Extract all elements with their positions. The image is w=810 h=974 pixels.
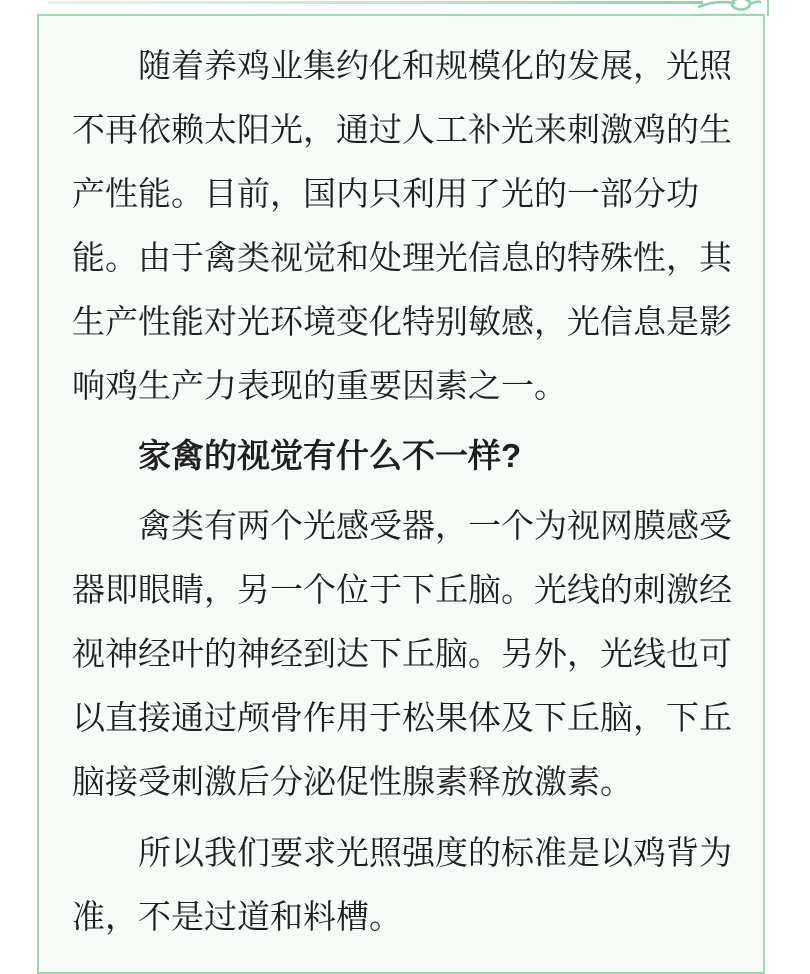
- article-text: [72, 34, 738, 949]
- article-paragraph-1: 随着养鸡业集约化和规模化的发展，光照不再依赖太阳光，通过人工补光来刺激鸡的生产性能。目前，国内只利用了光的一部分功能。由于禽类视觉和处理光信息的特殊性，其生产性能对光环境变化特别敏感，光信息是影响鸡生产力表现的重要因素之一。: [72, 47, 732, 404]
- border-top-stub: [767, 0, 769, 16]
- top-divider-line: [48, 1, 703, 4]
- article-card: [37, 14, 765, 974]
- article-paragraph-3: 所以我们要求光照强度的标准是以鸡背为准，不是过道和料槽。: [72, 834, 732, 935]
- article-section-heading: 家禽的视觉有什么不一样?: [138, 437, 522, 474]
- article-paragraph-2: 禽类有两个光感受器，一个为视网膜感受器即眼睛，另一个位于下丘脑。光线的刺激经视神经叶的神经到达下丘脑。另外，光线也可以直接通过颅骨作用于松果体及下丘脑，下丘脑接受刺激后分泌促性腺素释放激素。: [72, 507, 732, 800]
